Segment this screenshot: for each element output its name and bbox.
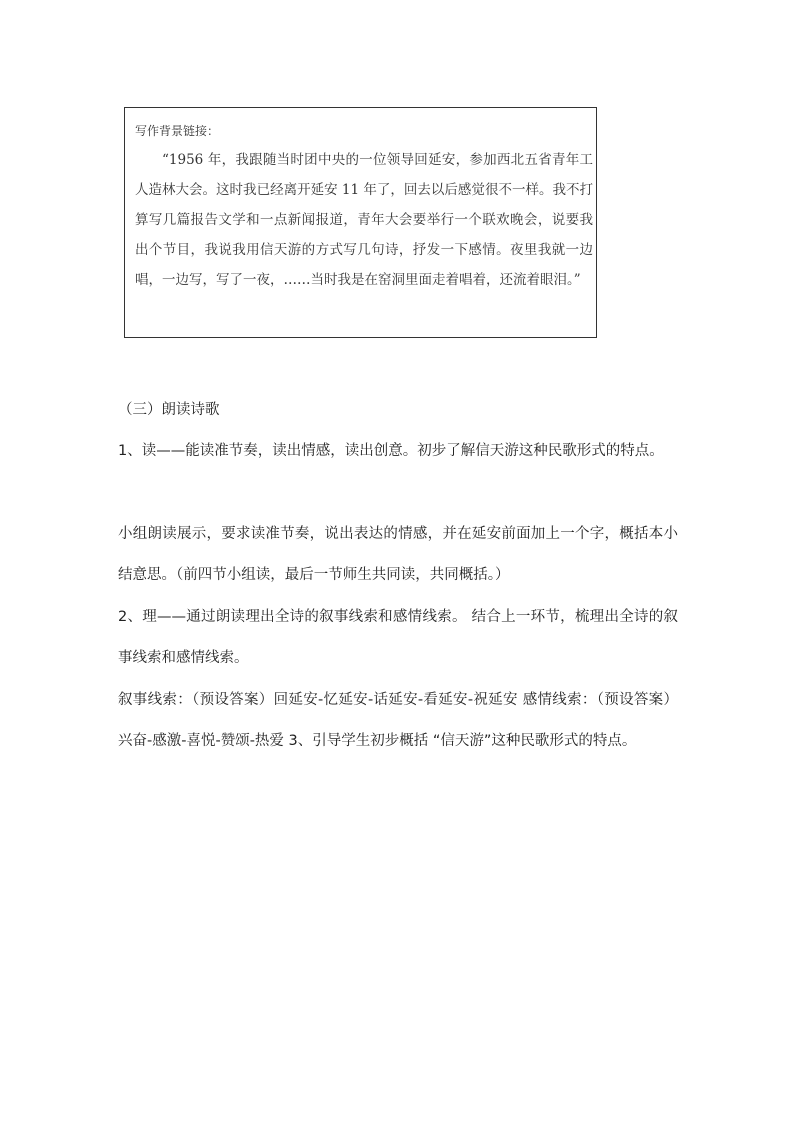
section-heading: （三）朗读诗歌: [118, 402, 220, 418]
writing-background-box: [124, 107, 597, 338]
paragraph-read: 1、读——能读准节奏，读出情感，读出创意。初步了解信天游这种民歌形式的特点。: [118, 443, 664, 459]
paragraph-organize: 2、理——通过朗读理出全诗的叙事线索和感情线索。 结合上一环节，梳理出全诗的叙事线索和感情线索。: [118, 609, 678, 666]
background-box-quote: “1956 年，我跟随当时团中央的一位领导回延安，参加西北五省青年工人造林大会。这时我已经离开延安 11 年了，回去以后感觉很不一样。我不打算写几篇报告文学和一点新闻报道，青年大会要举行一个联欢晚会，说要我出个节目，我说我用信天游的方式写几句诗，抒发一下感情。夜里我就一边唱，一边写，写了一夜，……当时我是在窑洞里面走着唱着，还流着眼泪。”: [135, 152, 593, 288]
paragraph-clues: 叙事线索：（预设答案）回延安-忆延安-话延安-看延安-祝延安 感情线索：（预设答案）兴奋-感激-喜悦-赞颂-热爱 3、引导学生初步概括 “信天游”这种民歌形式的特点。: [118, 692, 678, 749]
paragraph-group-reading: 小组朗读展示，要求读准节奏，说出表达的情感，并在延安前面加上一个字，概括本小结意思。（前四节小组读，最后一节师生共同读，共同概括。）: [118, 526, 678, 583]
background-box-title: 写作背景链接：: [135, 124, 220, 138]
